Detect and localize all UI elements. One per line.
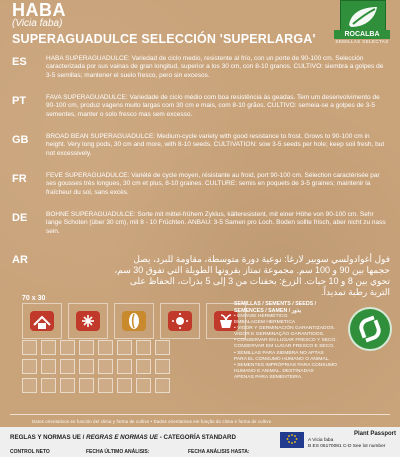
green-dot-icon	[348, 307, 392, 351]
eu-rules	[10, 434, 236, 441]
lang-text-es: HABA SUPERAGUADULCE: Variedad de ciclo medio, resistente al frío, con un porte de 90-100 cm. Selección caracterizada por sus vainas de gran longitud, superior a los 30 cm, con 8-10 granos. CULTIVO: siembra a golpes de 3-5 semillas; mantener el suelo fresco, pero sin excesos.	[46, 55, 384, 79]
usage-line: • VIGOR Y GERMINACIÓN GARANTIZADOS.	[234, 326, 335, 332]
usage-line: • ENVASE HERMÉTICO.	[234, 314, 289, 319]
sun-icon	[160, 303, 200, 339]
calendar-cell	[79, 378, 94, 393]
lang-code-gb: GB	[12, 134, 29, 146]
calendar-cell	[155, 359, 170, 374]
lang-code-ar: AR	[12, 254, 28, 266]
usage-line: APENAS PARA SEMENTEIRA.	[234, 374, 303, 380]
lang-code-fr: FR	[12, 173, 27, 185]
eu-rules-italic: REGRAS E NORMAS UE	[86, 434, 158, 441]
calendar-cell	[136, 340, 151, 355]
plant-passport-line1: A Vicia faba	[308, 438, 334, 443]
seed-icon	[114, 303, 154, 339]
usage-line: • CONSERVAR EN LUGAR FRESCO Y SECO.	[234, 338, 337, 344]
last-analysis-date: FECHA ÚLTIMO ANÁLISIS:	[86, 449, 150, 455]
calendar-cell	[79, 340, 94, 355]
lang-text-ar: فول أغوادولسي سوبير لارغا: نوعية دورة متوسطة، مقاومة للبرد، يصل حجمها بين 90 و 100 سم. مجموعة تمتاز بقرونها الطويلة التي تفوق 30 سم، تحوي بين 8 و 10 حبات. الزرع: بحفنات من 3 إلى 5 بذرات، الحفاظ على التربة رطبة تمديداً.	[114, 254, 390, 297]
snowflake-icon	[68, 303, 108, 339]
usage-line: HUMANO E ANIMAL. DESTINADAS	[234, 368, 314, 374]
calendar-cell	[117, 359, 132, 374]
lang-text-fr: FEVE SUPERAGUADULCE: Variété de cycle moyen, résistante au froid, port 90-100 cm. Sélection caractérisée par ses gousses très longues, 30 cm et plus, 8-10 graines. CULTURE: semis en poquets de 3-5 graines; maintenir la fraîcheur du sol, sans excès.	[46, 172, 380, 196]
calendar-cell	[98, 359, 113, 374]
leaf-icon	[341, 1, 385, 31]
calendar-cell	[60, 378, 75, 393]
calendar-cell	[79, 359, 94, 374]
calendar-cell	[22, 378, 37, 393]
usage-line: EMBALAGEM HERMETICA	[234, 320, 296, 326]
analysis-until-date: FECHA ANÁLISIS HASTA:	[188, 449, 250, 455]
lang-code-pt: PT	[12, 95, 27, 107]
lang-code-de: DE	[12, 212, 28, 224]
brand-logo	[334, 0, 390, 44]
calendar-cell	[60, 359, 75, 374]
lang-code-es: ES	[12, 56, 27, 68]
brand-tagline: SEMILLAS SELECTAS	[335, 39, 389, 44]
calendar-grid	[22, 340, 170, 393]
lang-text-de: BOHNE SUPERAGUADULCE: Sorte mit mittel-frühem Zyklus, kälteresistent, mit einer Höhe von 90-100 cm. Sehr lange Schoten (über 30 cm), mit 8 - 10 Früchten. ANBAU: 3-5 Samen pro Loch. Boden sollte frisch, aber nicht zu nass sein.	[46, 211, 386, 235]
calendar-cell	[22, 340, 37, 355]
calendar-cell	[136, 378, 151, 393]
calendar-cell	[136, 359, 151, 374]
calendar-cell	[117, 378, 132, 393]
control-neto: CONTROL NETO	[10, 449, 50, 455]
usage-line: CONSERVAR EM LUGAR FRESCO E SECO.	[234, 344, 335, 350]
calendar-cell	[117, 340, 132, 355]
calendar-cell	[41, 359, 56, 374]
usage-line: VIGOR E GERMINAÇÃO GARANTIDOS.	[234, 332, 325, 338]
calendar-cell	[98, 340, 113, 355]
usage-line: • SEMILLAS PARA SIEMBRA NO APTAS	[234, 350, 324, 356]
eu-flag-icon	[280, 432, 304, 448]
latin-name: (Vicia faba)	[12, 18, 63, 29]
regulatory-strip	[0, 427, 400, 457]
calendar-cell	[41, 340, 56, 355]
brand-name: ROCALBA	[334, 30, 390, 39]
lang-text-pt: FAVA SUPERAGUADULCE: Variedade de ciclo médio com boa resistência às geadas. Tem um desenvolvimento de 90-100 cm, produz vagens muito largas com 30 cm e mais, com 8-10 grãos. CULTIVO: semeia-se a golpes de 3-5 sementes, manter o solo fresco mas sem excesso.	[46, 94, 380, 118]
eu-category: - CATEGORÍA STANDARD	[159, 434, 236, 441]
usage-line: • SEMENTES IMPRÓPRIAS PARA CONSUMO	[234, 362, 337, 368]
plant-passport	[280, 431, 396, 453]
calendar-cell	[155, 340, 170, 355]
logo-mark	[340, 0, 386, 32]
usage-heading: SEMILLAS / SEMENTS / SEEDS / SEMENCES / SAMEN / بذور	[234, 301, 317, 314]
plant-passport-line2: B ES 06170081 C-D See lot number	[308, 444, 386, 449]
usage-line: PARA EL CONSUMO HUMANO O ANIMAL.	[234, 356, 330, 362]
calendar-cell	[22, 359, 37, 374]
calendar-cell	[98, 378, 113, 393]
variety-subtitle: SUPERAGUADULCE SELECCIÓN 'SUPERLARGA'	[12, 32, 316, 46]
disclaimer: Datos orientativos en función del clima y forma de cultivo • Dados orientativos em função do clima e forma de cultivo	[32, 419, 272, 424]
packet-size: 70 x 30	[22, 295, 46, 302]
product-title: HABA	[12, 0, 66, 20]
indoor-icon	[22, 303, 62, 339]
cultivation-icons	[22, 303, 246, 339]
calendar-cell	[41, 378, 56, 393]
lang-text-gb: BROAD BEAN SUPERAGUADULCE: Medium-cycle variety with good resistance to frost. Grows to 90-100 cm in height. Very long pods, 30 cm and more, with 8-10 seeds. CULTIVATION: sow 3-5 seeds per hole; keep soil fresh, but not excessively.	[46, 133, 385, 157]
calendar-cell	[155, 378, 170, 393]
calendar-cell	[60, 340, 75, 355]
usage-notes	[234, 301, 338, 381]
eu-rules-label: REGLAS Y NORMAS UE /	[10, 434, 85, 441]
divider	[10, 414, 390, 415]
plant-passport-title: Plant Passport	[354, 431, 397, 437]
